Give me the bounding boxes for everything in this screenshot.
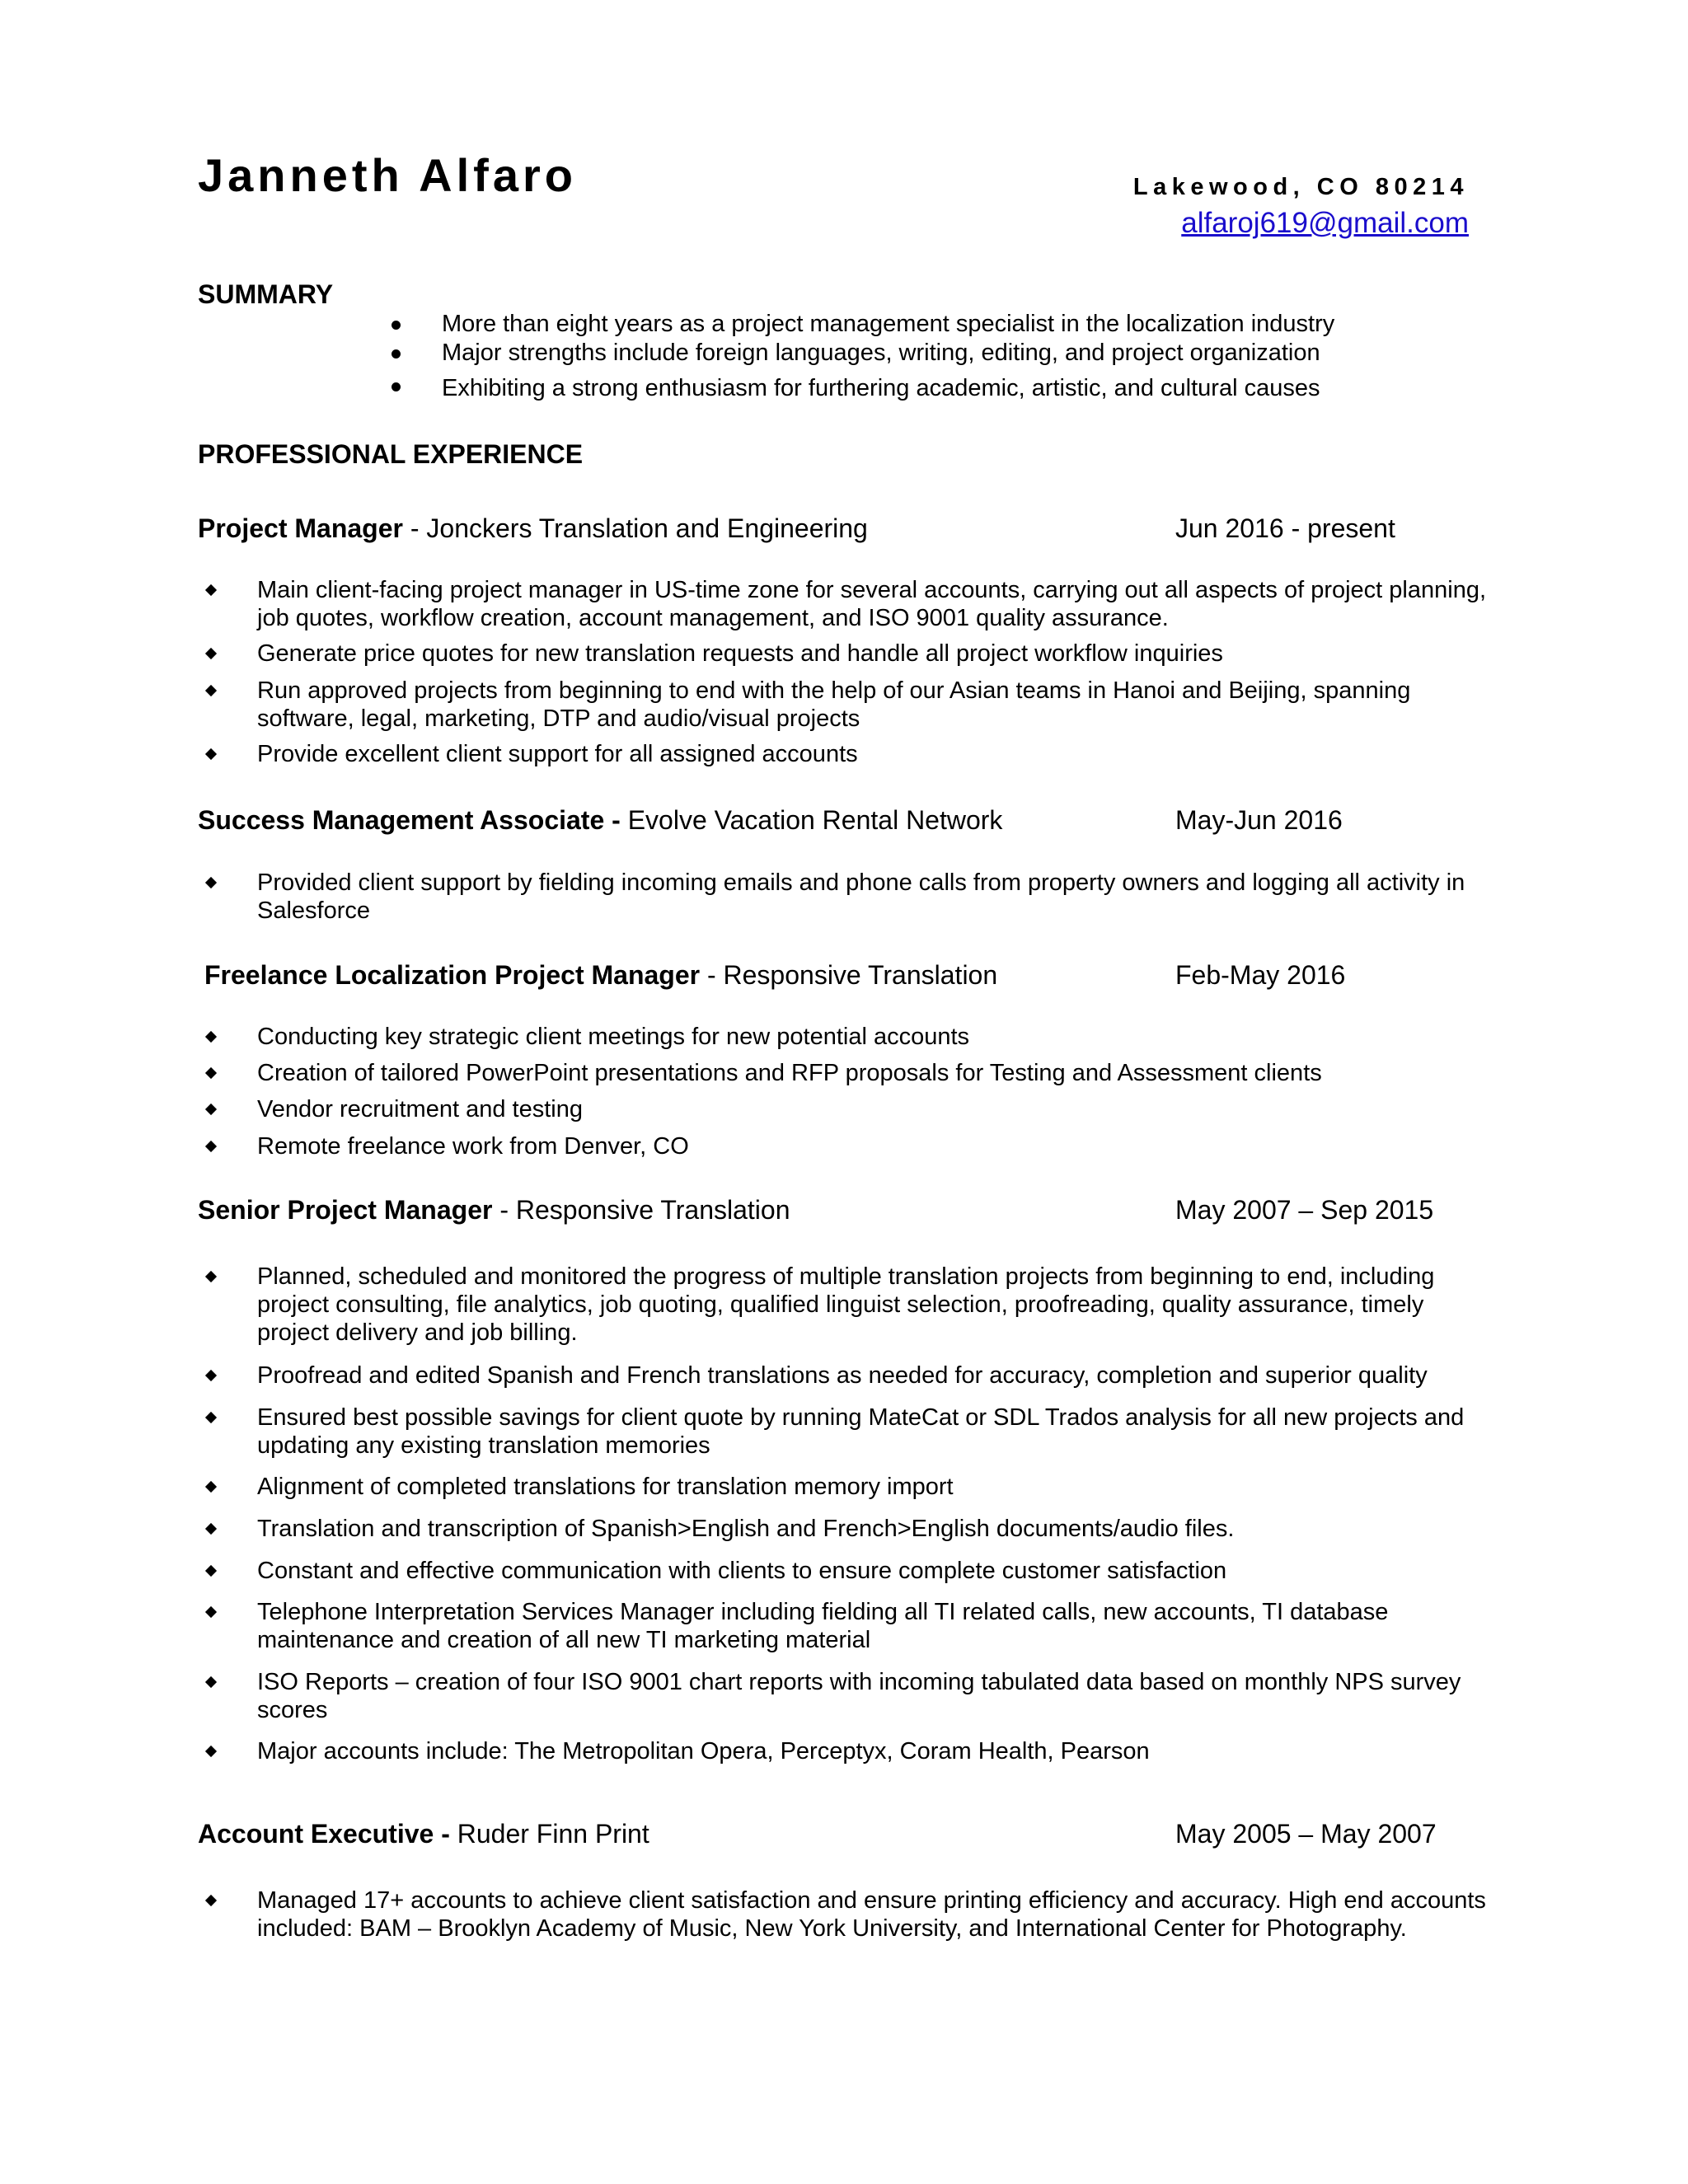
bullet-diamond-icon [205, 1606, 217, 1618]
job-bullet: ISO Reports – creation of four ISO 9001 chart reports with incoming tabulated data based on monthly NPS survey scores [257, 1669, 1461, 1723]
job-dates: May 2007 – Sep 2015 [1175, 1195, 1434, 1225]
job-bullet: Major accounts include: The Metropolitan Opera, Perceptyx, Coram Health, Pearson [257, 1738, 1150, 1765]
bullet-diamond-icon [205, 877, 217, 888]
bullet-diamond-icon [205, 1370, 217, 1381]
bullet-diamond-icon [205, 1895, 217, 1906]
experience-heading: PROFESSIONAL EXPERIENCE [198, 439, 584, 469]
job-title: Account Executive - [198, 1819, 450, 1849]
job-company: Ruder Finn Print [449, 1819, 649, 1849]
bullet-diamond-icon [205, 1104, 217, 1115]
bullet-diamond-icon [205, 1031, 217, 1043]
job-heading [198, 1194, 790, 1226]
summary-heading: SUMMARY [198, 279, 334, 309]
bullet-diamond-icon [205, 1565, 217, 1577]
bullet-diamond-icon [205, 1676, 217, 1688]
job-bullet: Telephone Interpretation Services Manager including fielding all TI related calls, new accounts, TI database maintenance and creation of all new TI marketing material [257, 1599, 1389, 1653]
job-bullet: Creation of tailored PowerPoint presentations and RFP proposals for Testing and Assessment clients [257, 1060, 1322, 1086]
job-bullet: Remote freelance work from Denver, CO [257, 1133, 689, 1160]
location: Lakewood, CO 80214 [1132, 174, 1469, 200]
bullet-diamond-icon [205, 1746, 217, 1757]
bullet-dot-icon [392, 349, 401, 359]
email-link[interactable]: alfaroj619@gmail.com [1181, 207, 1469, 239]
bullet-diamond-icon [205, 584, 217, 596]
job-bullet: Constant and effective communication with clients to ensure complete customer satisfaction [257, 1558, 1227, 1584]
job-dates: May 2005 – May 2007 [1175, 1819, 1437, 1849]
job-bullet: Generate price quotes for new translation requests and handle all project workflow inquiries [257, 640, 1223, 667]
candidate-name: Janneth Alfaro [198, 149, 577, 201]
bullet-diamond-icon [205, 648, 217, 659]
bullet-diamond-icon [205, 1523, 217, 1535]
job-heading [198, 513, 868, 544]
summary-item: Exhibiting a strong enthusiasm for furthering academic, artistic, and cultural causes [442, 375, 1320, 401]
job-company: - Responsive Translation [492, 1195, 790, 1225]
job-bullet: Managed 17+ accounts to achieve client satisfaction and ensure printing efficiency and accuracy. High end accounts included: BAM – Brooklyn Academy of Music, New York University, and International Center for Photography. [257, 1887, 1486, 1942]
bullet-diamond-icon [205, 685, 217, 696]
summary-item: Major strengths include foreign languages, writing, editing, and project organization [442, 340, 1320, 366]
job-bullet: Vendor recruitment and testing [257, 1096, 583, 1122]
bullet-diamond-icon [205, 748, 217, 760]
job-bullet: Ensured best possible savings for client quote by running MateCat or SDL Trados analysis for all new projects and updating any existing translation memories [257, 1404, 1465, 1459]
bullet-dot-icon [392, 382, 401, 391]
bullet-diamond-icon [205, 1412, 217, 1423]
job-dates: May-Jun 2016 [1175, 805, 1343, 835]
job-dates: Feb-May 2016 [1175, 960, 1346, 990]
job-dates: Jun 2016 - present [1175, 513, 1395, 543]
job-heading [198, 1818, 649, 1849]
job-heading [204, 959, 997, 991]
job-title: Success Management Associate - [198, 805, 621, 835]
job-bullet: Planned, scheduled and monitored the progress of multiple translation projects from beginning to end, including project consulting, file analytics, job quoting, qualified linguist selection, proofreading, quality assurance, timely project delivery and job billing. [257, 1263, 1435, 1346]
bullet-diamond-icon [205, 1271, 217, 1282]
bullet-diamond-icon [205, 1067, 217, 1079]
job-bullet: Conducting key strategic client meetings for new potential accounts [257, 1024, 970, 1050]
job-title: Project Manager [198, 513, 403, 543]
job-title: Freelance Localization Project Manager [204, 960, 701, 990]
job-bullet: Translation and transcription of Spanish>English and French>English documents/audio files. [257, 1516, 1235, 1542]
job-bullet: Alignment of completed translations for translation memory import [257, 1474, 954, 1500]
job-company: - Jonckers Translation and Engineering [402, 513, 868, 543]
bullet-dot-icon [392, 321, 401, 330]
job-bullet: Run approved projects from beginning to end with the help of our Asian teams in Hanoi and Beijing, spanning software, legal, marketing, DTP and audio/visual projects [257, 677, 1411, 732]
job-company: - Responsive Translation [700, 960, 998, 990]
job-heading [198, 804, 1002, 836]
bullet-diamond-icon [205, 1481, 217, 1493]
job-bullet: Main client-facing project manager in US-time zone for several accounts, carrying out all aspects of project planning, job quotes, workflow creation, account management, and ISO 9001 quality assurance. [257, 577, 1487, 631]
job-bullet: Provided client support by fielding incoming emails and phone calls from property owners and logging all activity in Salesforce [257, 869, 1465, 924]
summary-item: More than eight years as a project management specialist in the localization industry [442, 311, 1335, 337]
job-company: Evolve Vacation Rental Network [620, 805, 1003, 835]
job-bullet: Proofread and edited Spanish and French translations as needed for accuracy, completion and superior quality [257, 1362, 1428, 1389]
job-title: Senior Project Manager [198, 1195, 493, 1225]
job-bullet: Provide excellent client support for all assigned accounts [257, 741, 858, 767]
bullet-diamond-icon [205, 1141, 217, 1152]
